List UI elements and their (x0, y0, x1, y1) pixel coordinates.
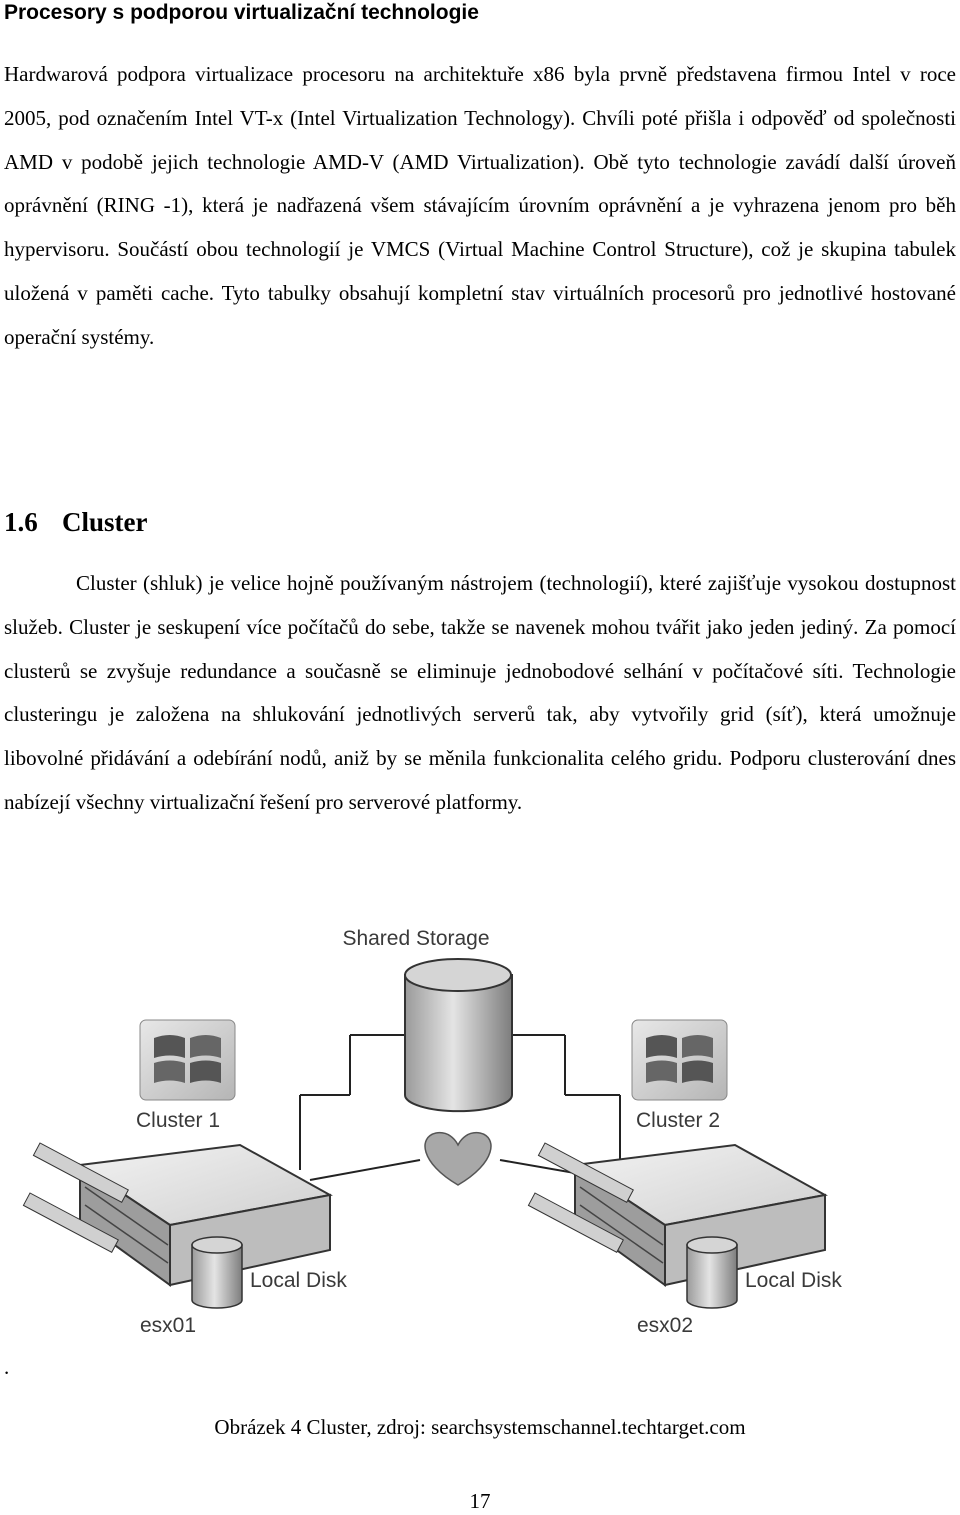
windows-logo-icon (140, 1020, 235, 1100)
windows-logo-icon (632, 1020, 727, 1100)
local-disk-label-1: Local Disk (250, 1269, 347, 1292)
local-disk-icon (192, 1237, 242, 1308)
cluster-diagram-svg (0, 905, 960, 1350)
stray-dot: . (4, 1355, 10, 1379)
server-icon (23, 1143, 330, 1285)
host1-label: esx01 (140, 1314, 197, 1337)
database-icon (405, 959, 512, 1111)
local-disk-icon (687, 1237, 737, 1308)
local-disk-label-2: Local Disk (745, 1269, 842, 1292)
server-icon (528, 1143, 825, 1285)
figure-caption: Obrázek 4 Cluster, zdroj: searchsystemschannel.techtarget.com (214, 1415, 746, 1439)
host2-label: esx02 (637, 1314, 694, 1337)
heading-number: 1.6 (4, 507, 38, 537)
section-title: Procesory s podporou virtualizační technologie (4, 1, 479, 24)
heading-title: Cluster (62, 507, 148, 537)
heartbeat-icon (425, 1133, 491, 1185)
paragraph-cluster: Cluster (shluk) je velice hojně používaným nástrojem (technologií), které zajišťuje vysokou dostupnost služeb. Cluster je seskupení více počítačů do sebe, takže se navenek mohou tvářit jako jeden jediný. Za pomocí clusterů se zvyšuje redundance a současně se eliminuje jednobodové selhání v počítačové síti. Technologie clusteringu je založena na shlukování jednotlivých serverů tak, aby vytvořily grid (síť), která umožnuje libovolné přidávání a odebírání nodů, aniž by se měnila funkcionalita celého gridu. Podporu clusterování dnes nabízejí všechny virtualizační řešení pro serverové platformy. (4, 571, 956, 814)
paragraph-virtualization: Hardwarová podpora virtualizace procesoru na architektuře x86 byla prvně představena firmou Intel v roce 2005, pod označením Intel VT-x (Intel Virtualization Technology). Chvíli poté přišla i odpověď od společnosti AMD v podobě jejich technologie AMD-V (AMD Virtualization). Obě tyto technologie zavádí další úroveň oprávnění (RING -1), která je nadřazená všem stávajícím úrovním oprávnění a je vyhrazena jenom pro běh hypervisoru. Součástí obou technologií je VMCS (Virtual Machine Control Structure), což je skupina tabulek uložená v paměti cache. Tyto tabulky obsahují kompletní stav virtuálních procesorů pro jednotlivé hostované operační systémy. (4, 62, 956, 349)
cluster2-label: Cluster 2 (635, 1109, 721, 1132)
chapter-heading (4, 500, 147, 544)
cluster-diagram (0, 905, 960, 1350)
shared-storage-label: Shared Storage (342, 927, 490, 950)
page-number: 17 (469, 1489, 491, 1513)
cluster1-label: Cluster 1 (135, 1109, 221, 1132)
